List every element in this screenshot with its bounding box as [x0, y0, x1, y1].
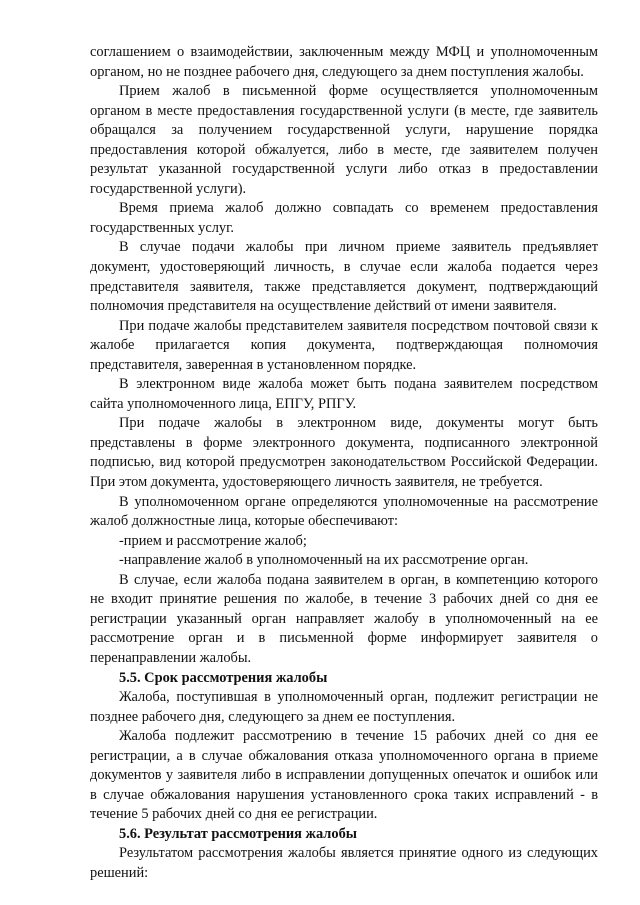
document-page [90, 43, 598, 884]
list-item-reception: -прием и рассмотрение жалоб; [119, 532, 307, 549]
paragraph-continuation: соглашением о взаимодействии, заключенным между МФЦ и уполномоченным органом, но не позднее рабочего дня, следующего за днем поступления жалобы. [90, 44, 598, 80]
paragraph-authorized-officials: В уполномоченном органе определяются уполномоченные на рассмотрение жалоб должностные лица, которые обеспечивают: [90, 493, 598, 530]
paragraph-redirection: В случае, если жалоба подана заявителем в орган, в компетенцию которого не входит принятие решения по жалобе, в течение 3 рабочих дней со дня ее регистрации указанный орган направляет жалобу в уполномоченный на ее рассмотрение орган и в письменной форме информирует заявителя о перенаправлении жалобы. [90, 571, 598, 666]
paragraph-reception-time: Время приема жалоб должно совпадать со временем предоставления государственных услуг. [90, 200, 598, 236]
paragraph-personal-reception: В случае подачи жалобы при личном приеме заявитель предъявляет документ, удостоверяющий личность, в случае если жалоба подается через представителя заявителя, также представляется документ, подтверждающий полномочия представителя на осуществление действий от имени заявителя. [90, 239, 598, 315]
paragraph-registration: Жалоба, поступившая в уполномоченный орган, подлежит регистрации не позднее рабочего дня, следующего за днем ее поступления. [90, 689, 598, 725]
paragraph-written-complaints: Прием жалоб в письменной форме осуществляется уполномоченным органом в месте предоставления государственной услуги (в месте, где заявитель обращался за получением государственной услуги, нарушение порядка предоставления которой обжалуется, либо в месте, где заявителем получен результат указанной государственной услуги либо отказ в предоставлении государственной услуги). [90, 83, 598, 197]
list-item-forwarding: -направление жалоб в уполномоченный на их рассмотрение орган. [119, 552, 529, 569]
paragraph-result: Результатом рассмотрения жалобы является принятие одного из следующих решений: [90, 845, 598, 881]
paragraph-electronic-submission: В электронном виде жалоба может быть подана заявителем посредством сайта уполномоченного лица, ЕПГУ, РПГУ. [90, 376, 598, 412]
paragraph-review-period: Жалоба подлежит рассмотрению в течение 15 рабочих дней со дня ее регистрации, а в случае обжалования отказа уполномоченного органа в приеме документов у заявителя либо в исправлении допущенных опечаток и ошибок или в случае обжалования нарушения установленного срока таких исправлений - в течение 5 рабочих дней со дня ее регистрации. [90, 728, 598, 823]
section-heading-review-result: 5.6. Результат рассмотрения жалобы [119, 825, 358, 842]
section-heading-review-term: 5.5. Срок рассмотрения жалобы [119, 669, 328, 686]
paragraph-postal-submission: При подаче жалобы представителем заявителя посредством почтовой связи к жалобе прилагается копия документа, подтверждающая полномочия представителя, заверенная в установленном порядке. [90, 317, 598, 373]
paragraph-electronic-documents: При подаче жалобы в электронном виде, документы могут быть представлены в форме электронного документа, подписанного электронной подписью, вид которой предусмотрен законодательством Российской Федерации. При этом документа, удостоверяющего личность заявителя, не требуется. [90, 415, 598, 491]
